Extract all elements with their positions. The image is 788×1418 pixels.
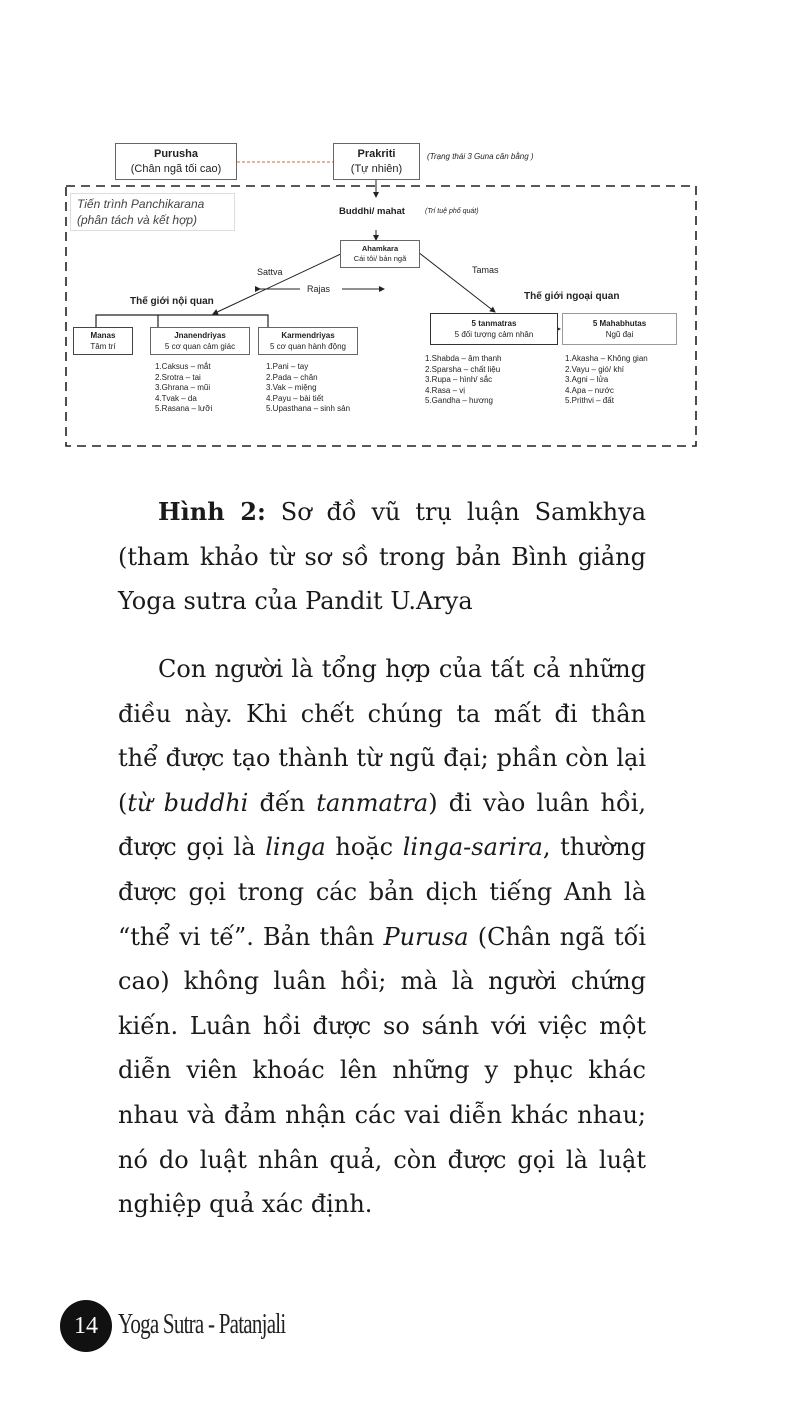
page-number-badge (60, 1300, 112, 1352)
ahamkara-title: Ahamkara (361, 244, 399, 253)
prakriti-box (333, 143, 420, 180)
paragraph-run: tanmatra (316, 788, 429, 817)
paragraph-run: hoặc (325, 833, 403, 862)
list-item: 5.Prithvi – đất (565, 396, 614, 405)
tanm-title: 5 tanmatras (471, 319, 517, 328)
karmendriyas-box (258, 327, 358, 355)
paragraph-run: Con người là tổng hợp của tất cả những điều này. Khi chết chúng ta mất đi thân thể được tạo thành từ ngũ đại; phần còn lại ( (118, 655, 646, 817)
list-item: 4.Payu – bài tiết (266, 393, 324, 403)
list-item: 1.Akasha – Không gian (565, 354, 648, 363)
panchikarana-line2: (phân tách và kết hợp) (77, 213, 197, 227)
list-item: 5.Rasana – lưỡi (155, 404, 213, 413)
list-item: 5.Gandha – hương (425, 396, 493, 405)
rajas-label: Rajas (307, 284, 331, 294)
paragraph-run: Purusa (383, 922, 469, 951)
list-item: 4.Tvak – da (155, 393, 197, 403)
manas-title: Manas (90, 331, 116, 340)
karm-sub: 5 cơ quan hành động (270, 341, 346, 351)
list-item: 3.Ghrana – mũi (155, 383, 211, 392)
list-item: 5.Upasthana – sinh sản (266, 404, 351, 413)
karm-list (266, 362, 350, 415)
manas-sub: Tâm trí (90, 341, 116, 351)
tanm-sub: 5 đối tượng cảm nhân (454, 329, 534, 339)
jnanendriyas-box (150, 327, 250, 355)
purusha-title: Purusha (153, 148, 198, 160)
prakriti-sub: (Tự nhiên) (350, 163, 403, 175)
list-item: 3.Rupa – hình/ sắc (425, 375, 493, 384)
manas-box (73, 327, 133, 355)
outer-world-label: Thế giới ngoại quan (524, 291, 620, 302)
inner-world-label: Thế giới nội quan (130, 296, 214, 307)
list-item: 2.Sparsha – chất liệu (425, 364, 501, 374)
list-item: 1.Pani – tay (266, 362, 309, 371)
body-paragraph (118, 647, 646, 1227)
buddhi-label: Buddhi/ mahat (339, 206, 405, 217)
jnan-title: Jnanendriyas (174, 331, 226, 340)
list-item: 2.Pada – chân (266, 372, 318, 382)
paragraph-run: , thường được gọi trong các bản dịch tiếng Anh là “thể vi tế”. Bản thân (118, 833, 646, 951)
paragraph-run: đến (248, 788, 317, 817)
list-item: 3.Vak – miệng (266, 383, 317, 392)
mahabhutas-box (562, 313, 677, 345)
ahamkara-box (340, 240, 420, 268)
paragraph-run: linga (265, 833, 326, 862)
list-item: 1.Shabda – âm thanh (425, 354, 502, 363)
caption-label: Hình 2: (158, 497, 266, 526)
list-item: 2.Vayu – gió/ khí (565, 364, 624, 374)
maha-list (565, 354, 648, 407)
panchikarana-box (70, 193, 235, 231)
list-item: 3.Agni – lửa (565, 375, 609, 384)
paragraph-run: ) đi vào luân hồi, được gọi là (118, 788, 646, 862)
list-item: 4.Rasa – vị (425, 385, 466, 395)
list-item: 1.Caksus – mắt (155, 362, 211, 371)
caption-text: Sơ đồ vũ trụ luận Samkhya (tham khảo từ sơ sồ trong bản Bình giảng Yoga sutra của Pandit U.Arya (118, 498, 647, 616)
page-number: 14 (74, 1313, 98, 1339)
tanmatras-box (430, 313, 558, 345)
purusha-sub: (Chân ngã tối cao) (130, 163, 222, 175)
prakriti-title: Prakriti (357, 148, 396, 160)
karm-title: Karmendriyas (281, 331, 335, 340)
prakriti-note: (Trạng thái 3 Guna cân bằng ) (427, 152, 534, 161)
buddhi-note: (Trí tuệ phổ quát) (425, 208, 479, 215)
sattva-label: Sattva (257, 267, 283, 277)
purusha-box (115, 143, 237, 180)
maha-sub: Ngũ đại (605, 329, 634, 339)
paragraph-run: (Chân ngã tối cao) không luân hồi; mà là người chứng kiến. Luân hồi được so sánh với việc một diễn viên khoác lên những y phục khác nhau và đảm nhận các vai diễn khác nhau; nó do luật nhân quả, còn được gọi là luật nghiệp quả xác định. (118, 922, 647, 1219)
jnan-list (155, 362, 212, 415)
list-item: 2.Srotra – tai (155, 372, 201, 382)
jnan-sub: 5 cơ quan cảm giác (164, 341, 236, 351)
paragraph-run: từ buddhi (127, 788, 249, 817)
panchikarana-line1: Tiến trình Panchikarana (77, 197, 205, 211)
running-footer-title: Yoga Sutra - Patanjali (118, 1309, 286, 1340)
tamas-line (418, 252, 495, 312)
maha-title: 5 Mahabhutas (592, 319, 647, 328)
sattva-line (213, 252, 345, 314)
paragraph-run: linga-sarira (402, 833, 543, 862)
tamas-label: Tamas (472, 265, 499, 275)
tanm-list (425, 354, 502, 407)
figure-caption (118, 490, 646, 624)
list-item: 4.Apa – nước (565, 385, 614, 395)
ahamkara-sub: Cái tôi/ bản ngã (353, 254, 407, 263)
